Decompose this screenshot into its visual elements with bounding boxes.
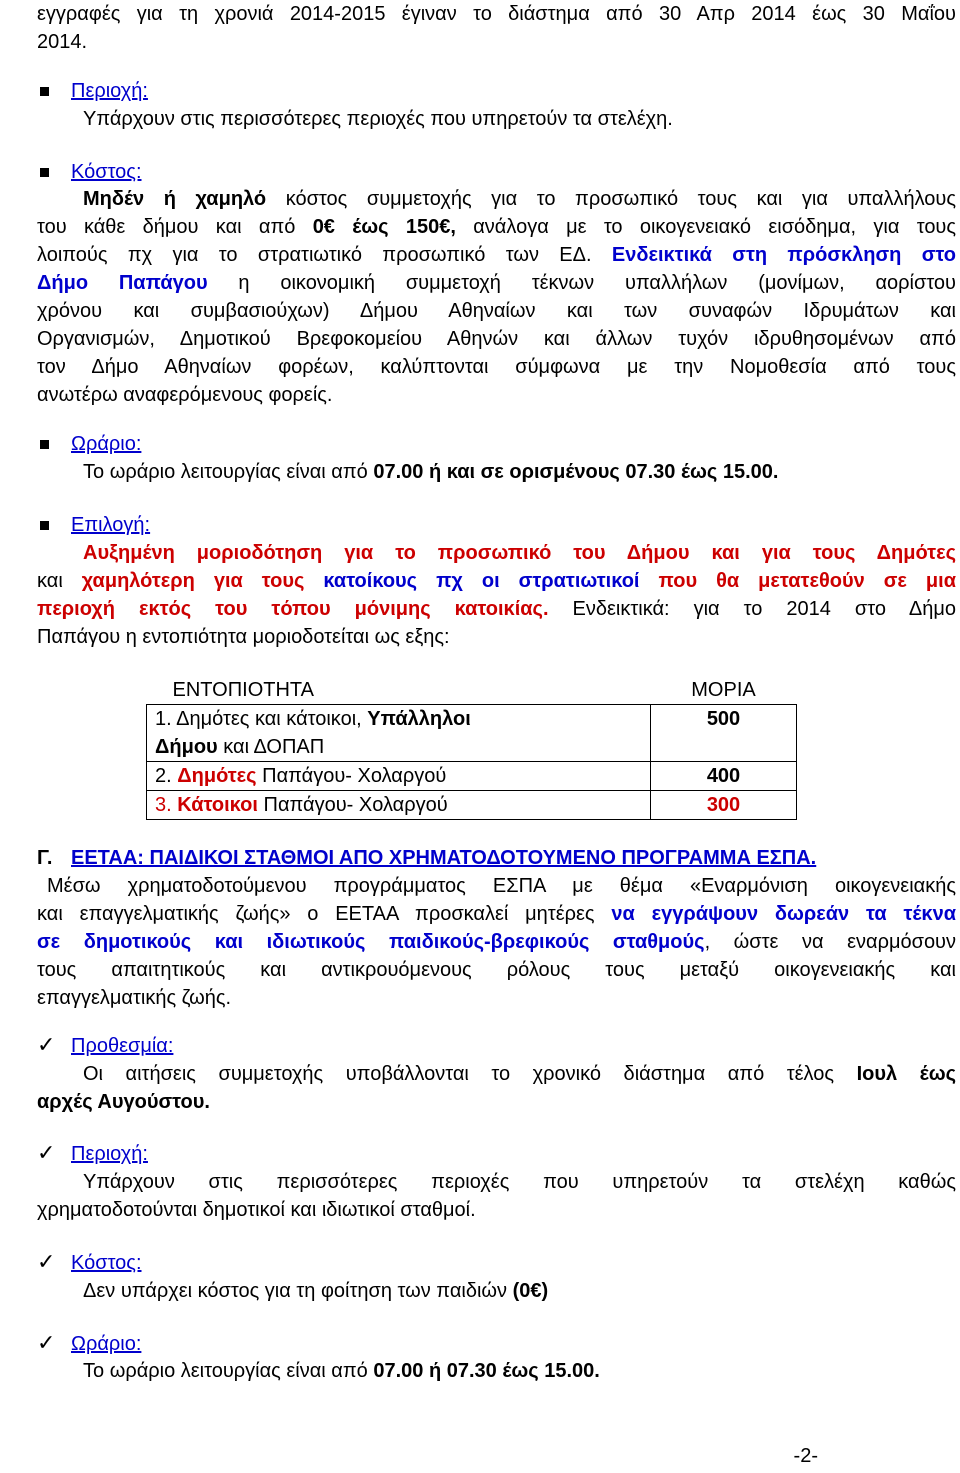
page-number: -2- xyxy=(793,1445,818,1467)
region-text: Υπάρχουν στις περισσότερες περιοχές που υπηρετούν τα στελέχη. xyxy=(83,108,673,130)
cost-text: λοιπούς πχ για το στρατιωτικό προσωπικό των ΕΔ. xyxy=(37,244,612,266)
espa-text: και επαγγελματικής ζωής» ο ΕΕΤΑΑ προσκαλεί μητέρες xyxy=(37,903,612,925)
espa-line-4: τους απαιτητικούς και αντικρουόμενους ρόλους τους μεταξύ οικογενειακής και xyxy=(37,959,956,981)
deadline-text: Οι αιτήσεις συμμετοχής υποβάλλονται το χρονικό διάστημα από τέλος xyxy=(83,1063,857,1085)
choice-highlight: περιοχή εκτός του τόπου μόνιμης κατοικίας. xyxy=(37,598,549,620)
choice-line-4: Παπάγου η εντοπιότητα μοριοδοτείται ως εξης: xyxy=(37,626,450,648)
region2-heading: Περιοχή: xyxy=(71,1143,148,1165)
table-cell: 400 xyxy=(651,762,797,791)
region2-line-2: χρηματοδοτούνται δημοτικοί και ιδιωτικοί σταθμοί. xyxy=(37,1199,476,1221)
intro-line-1: εγγραφές για τη χρονιά 2014-2015 έγιναν το διάστημα από 30 Απρ 2014 έως 30 Μαΐου xyxy=(37,3,956,25)
points-table xyxy=(146,676,797,820)
espa-line-1: Μέσω χρηματοδοτούμενου προγράμματος ΕΣΠΑ με θέμα «Εναρμόνιση οικογενειακής xyxy=(47,875,956,897)
cost-highlight: Ενδεικτικά στη πρόσκληση στο xyxy=(611,244,957,266)
table-header-cell: ΕΝΤΟΠΙΟΤΗΤΑ xyxy=(172,679,314,701)
table-cell: 300 xyxy=(651,791,797,820)
intro-line-2: 2014. xyxy=(37,31,88,53)
cost-text: ανάλογα με το οικογενειακό εισόδημα, για τους xyxy=(455,216,957,238)
espa-highlight: να εγγράψουν δωρεάν τα τέκνα xyxy=(611,903,956,925)
cost-line-2 xyxy=(37,213,956,242)
cost-line-3 xyxy=(37,241,956,270)
espa-text: , ώστε να εναρμόσουν xyxy=(704,931,956,953)
cost-text: του κάθε δήμου και από xyxy=(37,216,313,238)
deadline-line-2: αρχές Αυγούστου. xyxy=(37,1091,210,1113)
table-header-cell: ΜΟΡΙΑ xyxy=(691,679,756,701)
table-cell: 2. Δημότες Παπάγου- Χολαργού xyxy=(147,762,651,791)
choice-line-1 xyxy=(83,539,956,568)
hours2-text xyxy=(83,1357,956,1386)
cost-highlight: Δήμο Παπάγου xyxy=(37,272,208,294)
region2-line-1: Υπάρχουν στις περισσότερες περιοχές που υπηρετούν τα στελέχη καθώς xyxy=(83,1171,956,1193)
cost-range: 0€ έως 150€, xyxy=(312,216,456,238)
checkmark-icon: ✓ xyxy=(37,1033,56,1058)
cost-line-5: χρόνου και συμβασιούχων) Δήμου Αθηναίων και των συναφών Ιδρυμάτων και xyxy=(37,300,956,322)
espa-line-3 xyxy=(37,928,956,957)
cost-line-6: Οργανισμών, Δημοτικού Βρεφοκομείου Αθηνών και άλλων τυχόν ιδρυθησομένων από xyxy=(37,328,956,350)
cost2-text xyxy=(83,1277,956,1306)
espa-line-5: επαγγελματικής ζωής. xyxy=(37,987,232,1009)
section-title: ΕΕΤΑΑ: ΠΑΙΔΙΚΟΙ ΣΤΑΘΜΟΙ ΑΠΟ ΧΡΗΜΑΤΟΔΟΤΟΥΜΕΝΟ ΠΡΟΓΡΑΜΜΑ ΕΣΠΑ. xyxy=(71,847,817,869)
square-bullet-icon xyxy=(37,431,59,459)
cost-text: κόστος συμμετοχής για το προσωπικό τους και για υπαλλήλους xyxy=(266,188,956,210)
cost-line-4 xyxy=(37,269,956,298)
square-bullet-icon xyxy=(37,78,59,106)
choice-text: Ενδεικτικά: για το 2014 στο Δήμο xyxy=(548,598,956,620)
choice-text: και xyxy=(37,570,82,592)
hours2-heading: Ωράριο: xyxy=(71,1333,142,1355)
region-heading: Περιοχή: xyxy=(71,80,148,102)
hours2-text-bold: 07.00 ή 07.30 έως 15.00. xyxy=(373,1360,600,1382)
hours-text-bold: 07.00 ή και σε ορισμένους 07.30 έως 15.00. xyxy=(373,461,779,483)
hours-text xyxy=(83,458,956,487)
hours-heading: Ωράριο: xyxy=(71,433,142,455)
cost-line-7: τον Δήμο Αθηναίων φορέων, καλύπτονται σύμφωνα με την Νομοθεσία από τους xyxy=(37,356,956,378)
table-row xyxy=(147,705,797,762)
choice-line-2 xyxy=(37,567,956,596)
espa-line-2 xyxy=(37,900,956,929)
square-bullet-icon xyxy=(37,159,59,187)
hours2-text-plain: Το ωράριο λειτουργίας είναι από xyxy=(83,1360,374,1382)
table-row xyxy=(147,791,797,820)
cost2-heading: Κόστος: xyxy=(71,1252,142,1274)
table-row xyxy=(147,762,797,791)
cost2-text-bold: (0€) xyxy=(512,1280,549,1302)
deadline-bold: Ιουλ έως xyxy=(856,1063,956,1085)
deadline-line-1 xyxy=(83,1060,956,1089)
table-cell: 500 xyxy=(651,705,797,762)
espa-highlight: σε δημοτικούς και ιδιωτικούς παιδικούς-βρεφικούς σταθμούς xyxy=(37,931,705,953)
cost-line-8: ανωτέρω αναφερόμενους φορείς. xyxy=(37,384,333,406)
cost-text: η οικονομική συμμετοχή τέκνων υπαλλήλων (μονίμων, αορίστου xyxy=(207,272,956,294)
table-header-row xyxy=(147,676,797,705)
square-bullet-icon xyxy=(37,512,59,540)
choice-heading: Επιλογή: xyxy=(71,514,151,536)
table-cell: 1. Δημότες και κάτοικοι, Υπάλληλοι Δήμου και ΔΟΠΑΠ xyxy=(147,705,651,762)
table-cell: 3. Κάτοικοι Παπάγου- Χολαργού xyxy=(147,791,651,820)
choice-highlight-blue: κατοίκους πχ οι στρατιωτικοί xyxy=(323,570,640,592)
checkmark-icon: ✓ xyxy=(37,1141,56,1166)
section-letter: Γ. xyxy=(37,847,53,869)
cost-line-1 xyxy=(83,185,956,214)
choice-highlight: που θα μετατεθούν σε μια xyxy=(639,570,956,592)
hours-text-plain: Το ωράριο λειτουργίας είναι από xyxy=(83,461,374,483)
deadline-heading: Προθεσμία: xyxy=(71,1035,174,1057)
cost-bold: Μηδέν ή χαμηλό xyxy=(83,188,267,210)
choice-highlight: χαμηλότερη για τους xyxy=(81,570,324,592)
choice-line-3 xyxy=(37,595,956,624)
checkmark-icon: ✓ xyxy=(37,1250,56,1275)
cost2-text-plain: Δεν υπάρχει κόστος για τη φοίτηση των παιδιών xyxy=(83,1280,513,1302)
checkmark-icon: ✓ xyxy=(37,1331,56,1356)
choice-highlight: Αυξημένη μοριοδότηση για το προσωπικό του Δήμου και για τους Δημότες xyxy=(83,542,956,564)
cost-heading: Κόστος: xyxy=(71,161,142,183)
